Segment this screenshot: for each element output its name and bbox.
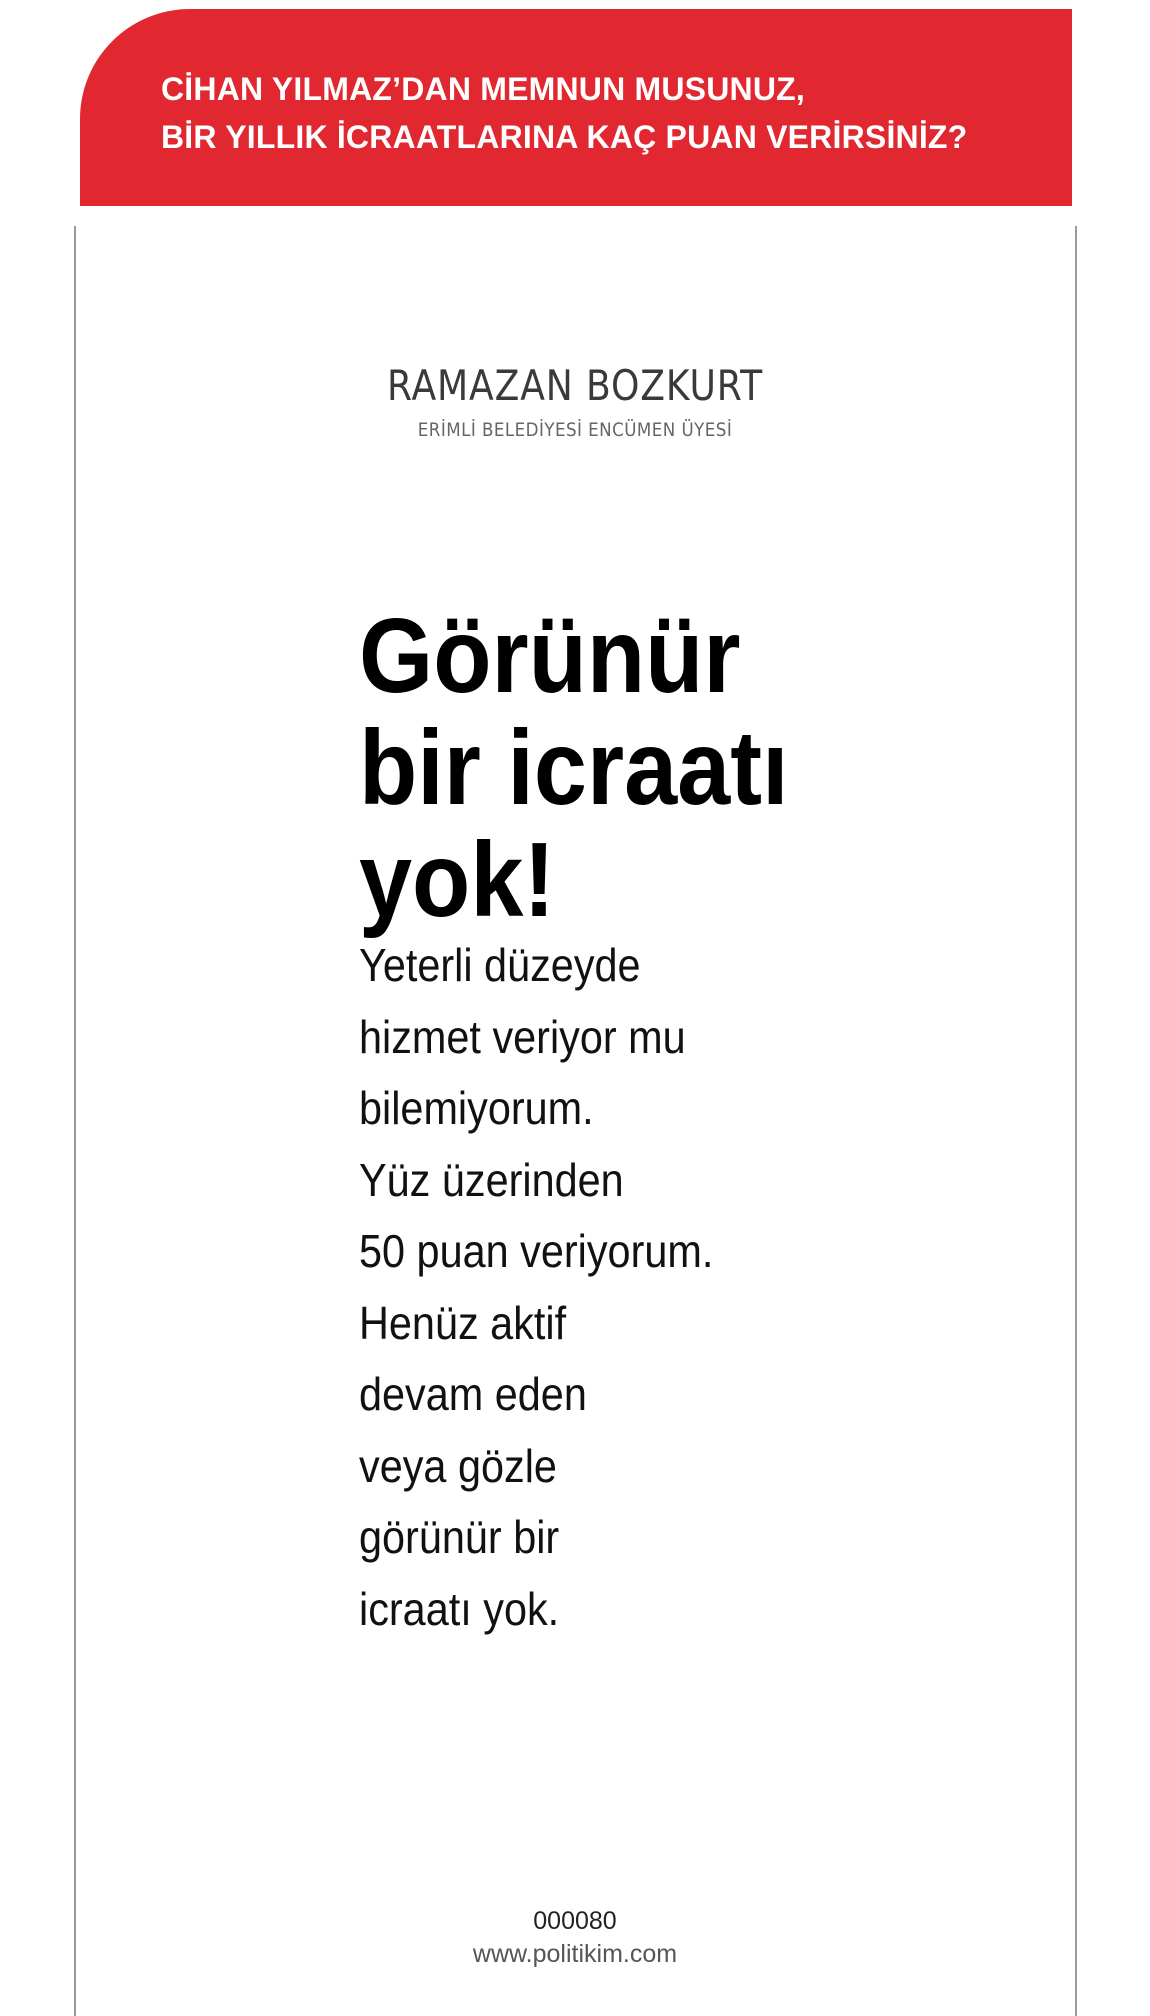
statement-body: [359, 930, 863, 1645]
statement-line: bilemiyorum.: [359, 1082, 594, 1134]
person-name: RAMAZAN BOZKURT: [386, 361, 764, 410]
statement-line: Yüz üzerinden: [359, 1153, 624, 1206]
footer-code: 000080: [533, 1907, 617, 1935]
statement-line: Yeterli düzeyde: [359, 939, 641, 991]
statement-line: 50 puan veriyorum.: [359, 1225, 714, 1277]
headline-line: bir icraatı: [359, 709, 789, 827]
statement-line: veya gözle: [359, 1439, 557, 1492]
headline-line: yok!: [359, 821, 556, 939]
banner-question-line-1: CİHAN YILMAZ’DAN MEMNUN MUSUNUZ,: [161, 71, 805, 107]
question-banner: [80, 9, 1072, 206]
statement-line: devam eden: [359, 1368, 587, 1420]
frame-left-border: [74, 226, 76, 2016]
frame-right-border: [1075, 226, 1077, 2016]
statement-line: hizmet veriyor mu: [359, 1010, 686, 1063]
headline-line: Görünür: [359, 597, 741, 715]
banner-question-line-2: BİR YILLIK İCRAATLARINA KAÇ PUAN VERİRSİNİZ?: [161, 119, 968, 155]
person-role: ERİMLİ BELEDİYESİ ENCÜMEN ÜYESİ: [417, 419, 733, 441]
statement-line: Henüz aktif: [359, 1296, 567, 1349]
statement-line: icraatı yok.: [359, 1582, 560, 1635]
footer-url[interactable]: www.politikim.com: [472, 1940, 678, 1968]
headline: [359, 597, 863, 939]
statement-line: görünür bir: [359, 1511, 560, 1563]
